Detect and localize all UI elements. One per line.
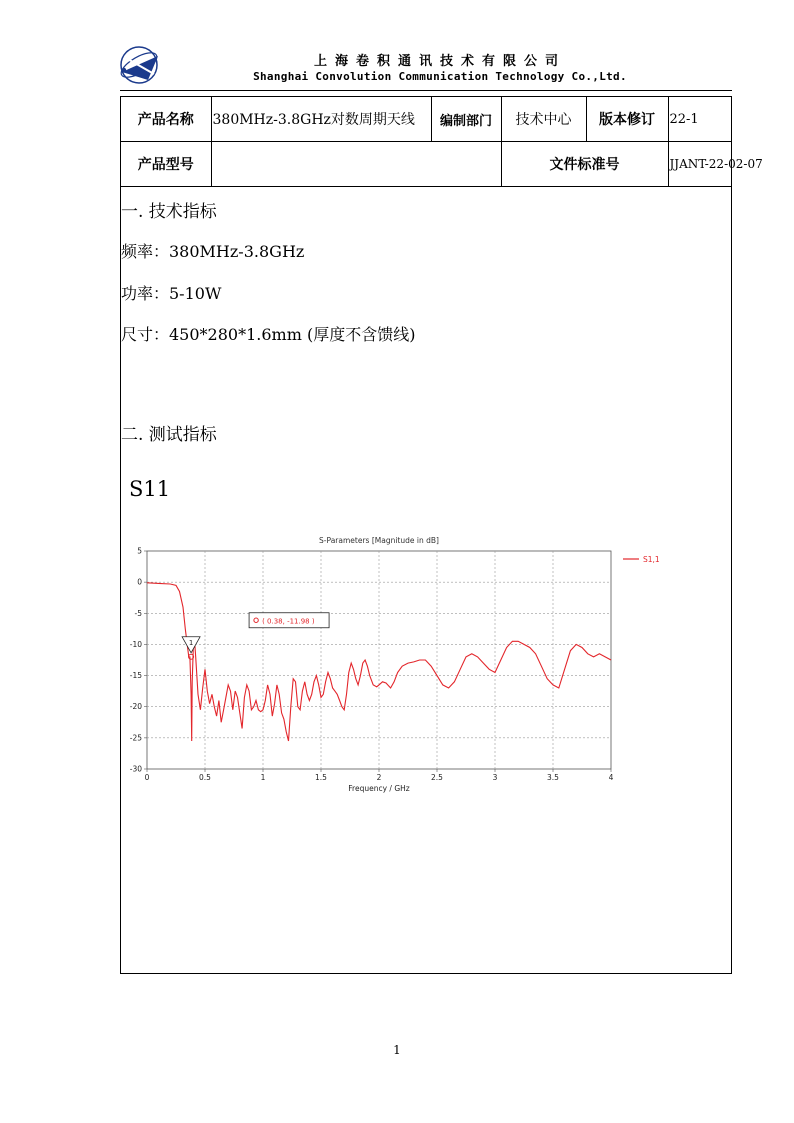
x-tick-label: 0.5 (199, 773, 211, 782)
x-axis-label: Frequency / GHz (348, 784, 410, 793)
doc-no-value: JJANT-22-02-07 (668, 142, 731, 187)
model-label: 产品型号 (121, 142, 211, 187)
spec-frequency: 频率：380MHz-3.8GHz (121, 242, 305, 261)
revision-value: 22-1 (668, 97, 731, 142)
company-name-en: Shanghai Convolution Communication Technology Co.,Ltd. (253, 70, 627, 83)
header-divider (120, 90, 732, 91)
s11-chart (121, 525, 681, 805)
x-tick-label: 4 (608, 773, 614, 782)
page-number: 1 (393, 1043, 401, 1057)
chart-title: S-Parameters [Magnitude in dB] (319, 536, 439, 545)
x-tick-label: 0 (144, 773, 150, 782)
s11-heading: S11 (129, 477, 171, 501)
product-name-value: 380MHz-3.8GHz对数周期天线 (211, 97, 431, 142)
doc-no-label: 文件标准号 (501, 142, 668, 187)
x-tick-label: 3.5 (547, 773, 559, 782)
x-tick-label: 2 (376, 773, 382, 782)
table-row (121, 142, 731, 187)
y-tick-label: -25 (129, 733, 142, 743)
y-tick-label: -20 (129, 702, 142, 712)
spec-power: 功率：5-10W (121, 284, 222, 303)
marker-readout-label: ( 0.38, -11.98 ) (262, 617, 315, 626)
x-tick-label: 2.5 (431, 773, 443, 782)
revision-label: 版本修订 (586, 97, 668, 142)
product-name-label: 产品名称 (121, 97, 211, 142)
info-table (121, 97, 763, 187)
model-value (211, 142, 501, 187)
dept-label: 编制部门 (431, 97, 501, 142)
spec-size: 尺寸：450*280*1.6mm (厚度不含馈线) (121, 325, 416, 344)
x-tick-label: 1.5 (315, 773, 327, 782)
y-tick-label: 5 (137, 546, 142, 556)
section1-title: 一. 技术指标 (121, 202, 217, 222)
x-tick-label: 3 (492, 773, 498, 782)
section2-title: 二. 测试指标 (121, 425, 217, 445)
document-frame (120, 96, 763, 974)
company-name-cn: 上海卷积通讯技术有限公司 (313, 54, 566, 69)
table-row (121, 97, 731, 142)
y-tick-label: -5 (134, 608, 142, 618)
y-tick-label: 0 (137, 577, 142, 587)
y-tick-label: -30 (129, 764, 142, 774)
company-logo-icon (118, 44, 160, 86)
x-tick-label: 1 (260, 773, 266, 782)
legend-label: S1,1 (643, 555, 660, 564)
y-tick-label: -15 (129, 671, 142, 681)
y-tick-label: -10 (129, 639, 142, 649)
marker-number: 1 (188, 638, 194, 647)
dept-value: 技术中心 (501, 97, 586, 142)
